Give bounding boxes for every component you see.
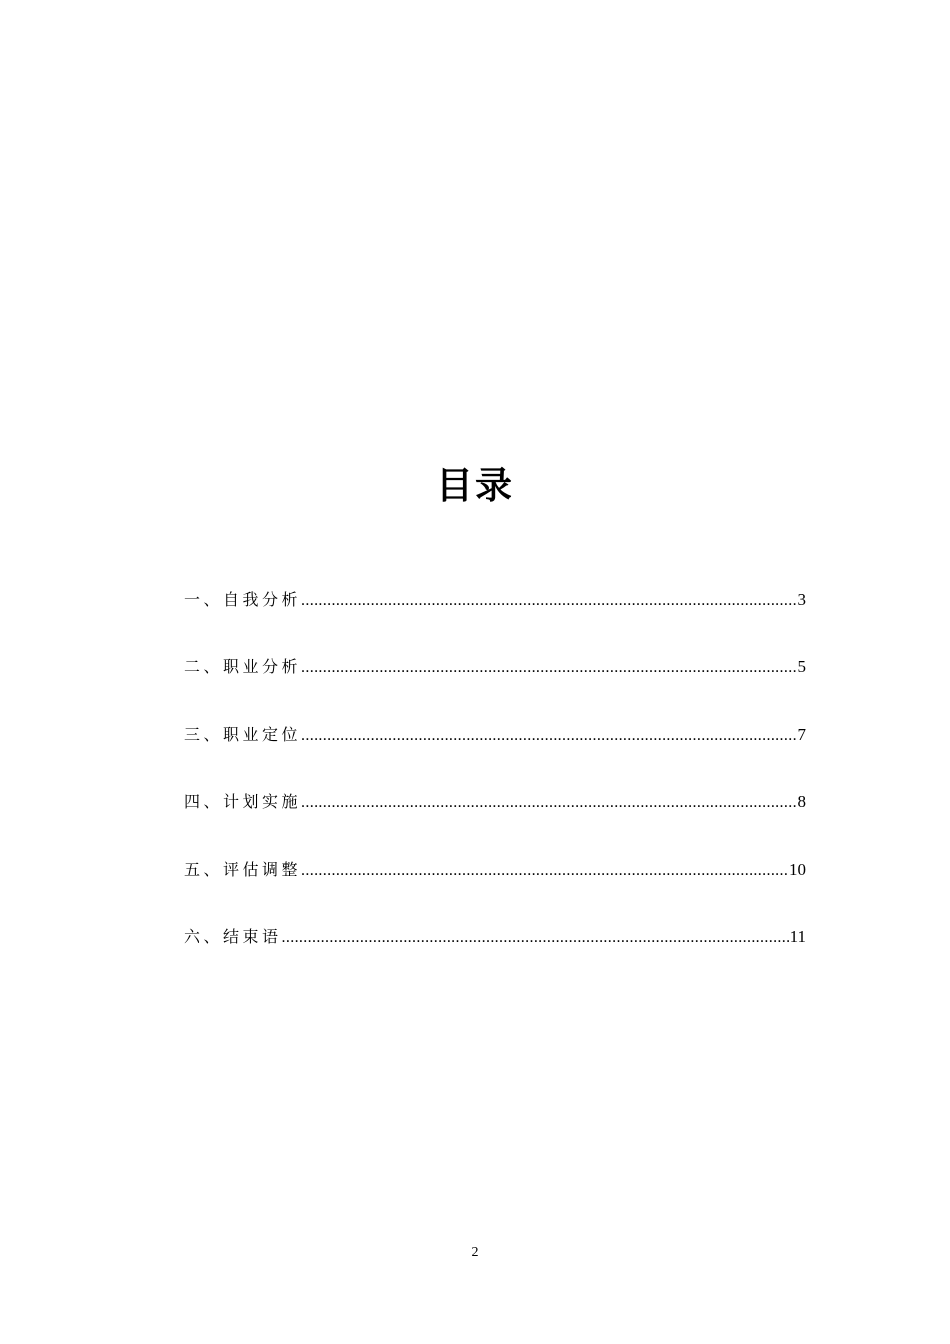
- toc-entry-plan-implementation[interactable]: [184, 788, 806, 855]
- toc-dot-leader: [301, 857, 788, 885]
- toc-dot-leader: [301, 789, 796, 817]
- toc-entry-label: 五、评估调整: [184, 859, 302, 879]
- toc-entry-page: 5: [797, 657, 806, 677]
- toc-entry-label: 二、职业分析: [184, 657, 302, 677]
- toc-entry-page: 10: [789, 859, 806, 879]
- toc-title: 目录: [436, 464, 514, 507]
- toc-entry-page: 7: [797, 724, 806, 744]
- toc-dot-leader: [282, 924, 789, 952]
- toc-entry-page: 11: [789, 926, 806, 946]
- toc-entry-page: 3: [797, 590, 806, 609]
- toc-entry-career-analysis[interactable]: [184, 653, 806, 720]
- page-number: 2: [471, 1245, 479, 1260]
- toc-list: [184, 586, 806, 990]
- toc-entry-page: 8: [797, 792, 806, 812]
- toc-entry-label: 六、结束语: [184, 926, 282, 946]
- toc-dot-leader: [301, 587, 796, 615]
- toc-entry-career-positioning[interactable]: [184, 721, 806, 788]
- toc-entry-label: 四、计划实施: [184, 792, 302, 812]
- toc-dot-leader: [301, 722, 796, 750]
- toc-entry-self-analysis[interactable]: [184, 586, 806, 653]
- toc-entry-label: 三、职业定位: [184, 724, 302, 744]
- toc-entry-label: 一、自我分析: [184, 590, 302, 609]
- toc-entry-conclusion[interactable]: [184, 923, 806, 990]
- toc-entry-evaluation-adjustment[interactable]: [184, 856, 806, 923]
- toc-dot-leader: [301, 654, 796, 682]
